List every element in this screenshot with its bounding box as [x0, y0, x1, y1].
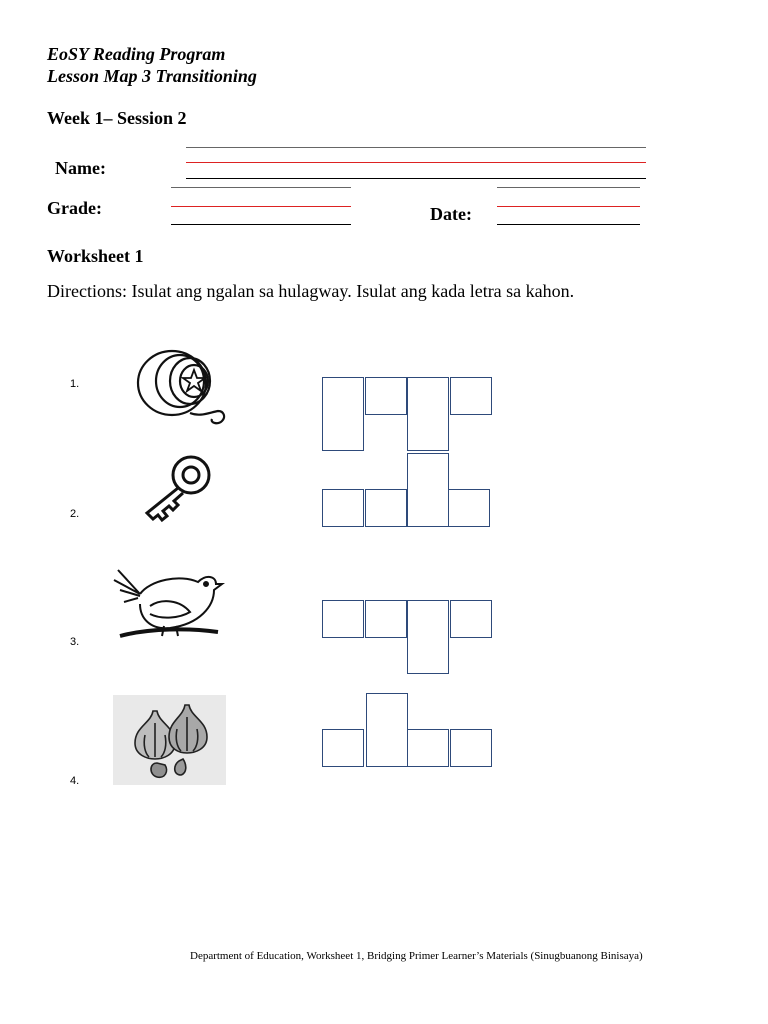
grade-label: Grade:	[47, 198, 102, 218]
item-number: 2.	[70, 508, 80, 520]
date-base-line	[497, 224, 640, 225]
worksheet-title: Worksheet 1	[47, 246, 144, 266]
letter-box[interactable]	[407, 729, 449, 767]
letter-box[interactable]	[407, 453, 449, 527]
item-number: 4.	[70, 775, 80, 787]
name-top-line	[186, 147, 646, 148]
item-number: 3.	[70, 636, 80, 648]
footer-citation: Department of Education, Worksheet 1, Bridging Primer Learner’s Materials (Sinugbuanong Binisaya)	[190, 950, 643, 962]
lesson-title: Lesson Map 3 Transitioning	[47, 66, 257, 86]
letter-box[interactable]	[365, 600, 407, 638]
grade-mid-line	[171, 206, 351, 207]
date-top-line	[497, 187, 640, 188]
letter-box[interactable]	[322, 377, 364, 451]
letter-box[interactable]	[407, 600, 449, 674]
bird-icon	[110, 562, 226, 652]
grade-top-line	[171, 187, 351, 188]
grade-base-line	[171, 224, 351, 225]
week-session: Week 1– Session 2	[47, 108, 187, 128]
letter-box[interactable]	[450, 729, 492, 767]
letter-box[interactable]	[450, 600, 492, 638]
garlic-icon	[113, 695, 226, 785]
letter-box[interactable]	[448, 489, 490, 527]
name-base-line	[186, 178, 646, 179]
letter-box[interactable]	[322, 489, 364, 527]
key-icon	[133, 447, 221, 527]
letter-box[interactable]	[450, 377, 492, 415]
date-label: Date:	[430, 204, 472, 224]
program-title: EoSY Reading Program	[47, 44, 226, 64]
letter-box[interactable]	[322, 729, 364, 767]
yoyo-icon	[130, 345, 230, 430]
name-label: Name:	[55, 158, 106, 178]
directions-text: Directions: Isulat ang ngalan sa hulagway. Isulat ang kada letra sa kahon.	[47, 281, 575, 301]
letter-box[interactable]	[365, 377, 407, 415]
date-mid-line	[497, 206, 640, 207]
item-number: 1.	[70, 378, 80, 390]
letter-box[interactable]	[322, 600, 364, 638]
letter-box[interactable]	[407, 377, 449, 451]
letter-box[interactable]	[365, 489, 407, 527]
name-mid-line	[186, 162, 646, 163]
letter-box[interactable]	[366, 693, 408, 767]
